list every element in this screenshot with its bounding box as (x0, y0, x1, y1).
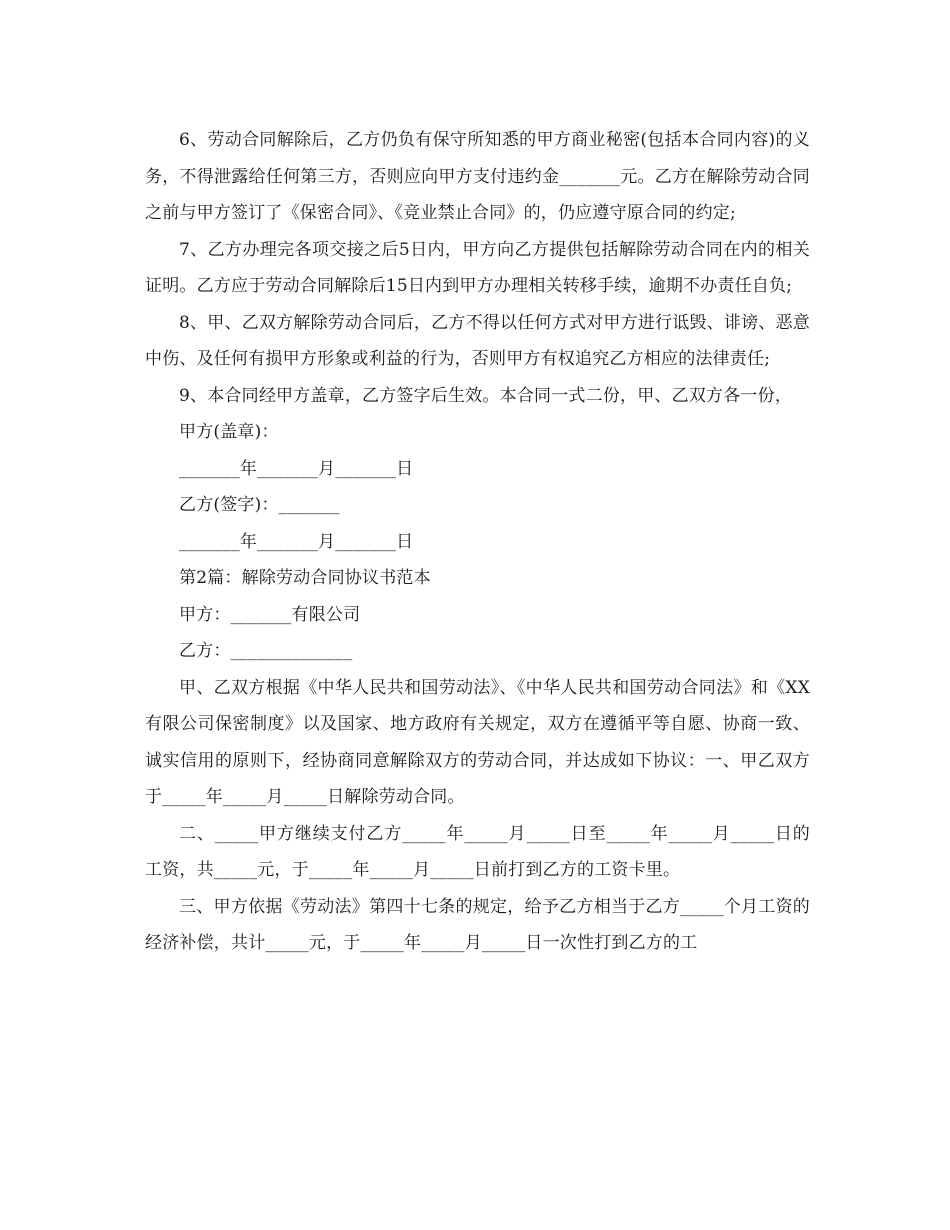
clause-6: 6、劳动合同解除后，乙方仍负有保守所知悉的甲方商业秘密(包括本合同内容)的义务，不得泄露给任何第三方，否则应向甲方支付违约金_______元。乙方在解除劳动合同之前与甲方签订了《保密合同》、《竞业禁止合同》的，仍应遵守原合同的约定; (145, 130, 810, 223)
party-b-name-line: 乙方：______________ (179, 641, 353, 661)
party-a-seal-line: 甲方(盖章)： (179, 422, 279, 442)
party-b-sign-line: 乙方(签字)：_______ (179, 495, 340, 515)
party-a-date-line: _______年_______月_______日 (179, 458, 414, 479)
clause-9: 9、本合同经甲方盖章，乙方签字后生效。本合同一式二份，甲、乙双方各一份， (179, 385, 793, 406)
document-body (145, 122, 810, 962)
agreement-preamble: 甲、乙双方根据《中华人民共和国劳动法》、《中华人民共和国劳动合同法》和《XX有限公司保密制度》以及国家、地方政府有关规定，双方在遵循平等自愿、协商一致、诚实信用的原则下，经协商同意解除双方的劳动合同，并达成如下协议：一、甲乙双方于_____年_____月_____日解除劳动合同。 (145, 677, 810, 807)
clause-8: 8、甲、乙双方解除劳动合同后，乙方不得以任何方式对甲方进行诋毁、诽谤、恶意中伤、及任何有损甲方形象或利益的行为，否则甲方有权追究乙方相应的法律责任; (145, 312, 810, 369)
party-b-date-line: _______年_______月_______日 (179, 531, 414, 552)
party-a-company-line: 甲方：_______有限公司 (179, 604, 361, 625)
agreement-clause-3: 三、甲方依据《劳动法》第四十七条的规定，给予乙方相当于乙方_____个月工资的经济补偿，共计_____元，于_____年_____月_____日一次性打到乙方的工 (145, 896, 810, 953)
agreement-clause-2: 二、_____甲方继续支付乙方_____年_____月_____日至_____年_____月_____日的工资，共_____元，于_____年_____月_____日前打到乙方的工资卡里。 (145, 823, 810, 880)
clause-7: 7、乙方办理完各项交接之后5日内，甲方向乙方提供包括解除劳动合同在内的相关证明。乙方应于劳动合同解除后15日内到甲方办理相关转移手续，逾期不办责任自负; (145, 239, 810, 296)
section-2-title: 第2篇：解除劳动合同协议书范本 (179, 568, 431, 588)
